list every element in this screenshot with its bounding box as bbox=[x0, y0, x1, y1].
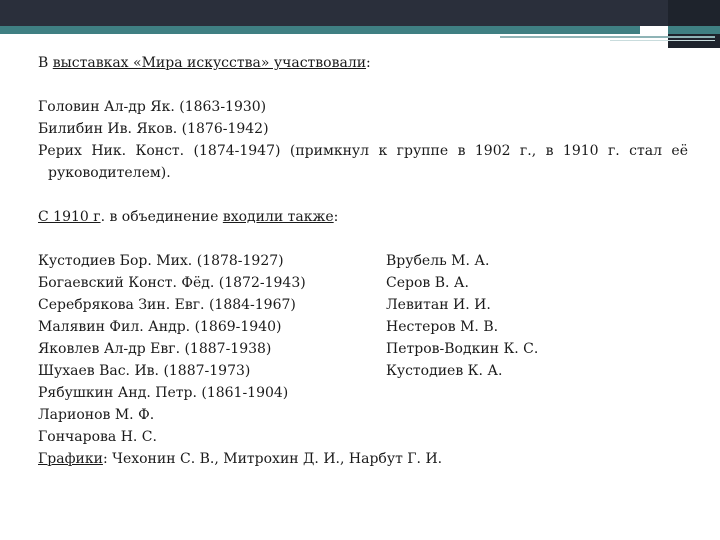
roerich-line: Рерих Ник. Конст. (1874-1947) (примкнул к группе в 1902 г., в 1910 г. стал её bbox=[38, 143, 688, 159]
member-right: Серов В. А. bbox=[386, 275, 469, 291]
member-right: Левитан И. И. bbox=[386, 297, 491, 313]
accent-thin-line bbox=[500, 36, 715, 38]
spacer bbox=[38, 184, 688, 206]
spacer bbox=[38, 228, 688, 250]
accent-stripe-gap bbox=[640, 26, 668, 34]
member-left: Кустодиев Бор. Мих. (1878-1927) bbox=[38, 253, 284, 269]
exhibitions-heading bbox=[38, 52, 688, 74]
heading-underlined: выставках «Мира искусства» участвовали bbox=[52, 55, 367, 71]
graphics-text: : Чехонин С. В., Митрохин Д. И., Нарбут Г. И. bbox=[102, 451, 443, 467]
member-line: Головин Ал-др Як. (1863-1930) bbox=[38, 99, 267, 115]
since-1910-mid: . в объединение bbox=[100, 209, 223, 225]
accent-thin-line-secondary bbox=[610, 40, 715, 41]
member-left: Ларионов М. Ф. bbox=[38, 407, 155, 423]
roerich-line-continued: руководителем). bbox=[48, 165, 171, 181]
member-left: Рябушкин Анд. Петр. (1861-1904) bbox=[38, 385, 289, 401]
members-row bbox=[38, 294, 688, 316]
members-row bbox=[38, 316, 688, 338]
members-row bbox=[38, 426, 688, 448]
members-row bbox=[38, 338, 688, 360]
since-1910-suffix: : bbox=[333, 209, 339, 225]
member-right: Петров-Водкин К. С. bbox=[386, 341, 539, 357]
heading-suffix: : bbox=[366, 55, 371, 71]
members-row bbox=[38, 382, 688, 404]
header-band bbox=[0, 0, 720, 26]
member-left: Гончарова Н. С. bbox=[38, 429, 157, 445]
since-1910-heading bbox=[38, 206, 688, 228]
spacer bbox=[38, 74, 688, 96]
member-left: Серебрякова Зин. Евг. (1884-1967) bbox=[38, 297, 296, 313]
member-right: Кустодиев К. А. bbox=[386, 363, 503, 379]
member-left: Богаевский Конст. Фёд. (1872-1943) bbox=[38, 275, 306, 291]
graphics-line bbox=[38, 448, 688, 470]
members-row bbox=[38, 272, 688, 294]
member-right: Нестеров М. В. bbox=[386, 319, 499, 335]
members-row bbox=[38, 360, 688, 382]
members-row bbox=[38, 250, 688, 272]
members-row bbox=[38, 404, 688, 426]
slide-content bbox=[38, 52, 688, 470]
since-1910-also: входили также bbox=[222, 209, 334, 225]
member-left: Малявин Фил. Андр. (1869-1940) bbox=[38, 319, 282, 335]
member-right: Врубель М. А. bbox=[386, 253, 490, 269]
since-1910-year: С 1910 г bbox=[38, 209, 101, 225]
member-left: Шухаев Вас. Ив. (1887-1973) bbox=[38, 363, 251, 379]
heading-prefix: В bbox=[38, 55, 53, 71]
accent-stripe bbox=[0, 26, 720, 34]
member-line: Билибин Ив. Яков. (1876-1942) bbox=[38, 121, 269, 137]
graphics-label: Графики bbox=[38, 451, 103, 467]
member-left: Яковлев Ал-др Евг. (1887-1938) bbox=[38, 341, 272, 357]
